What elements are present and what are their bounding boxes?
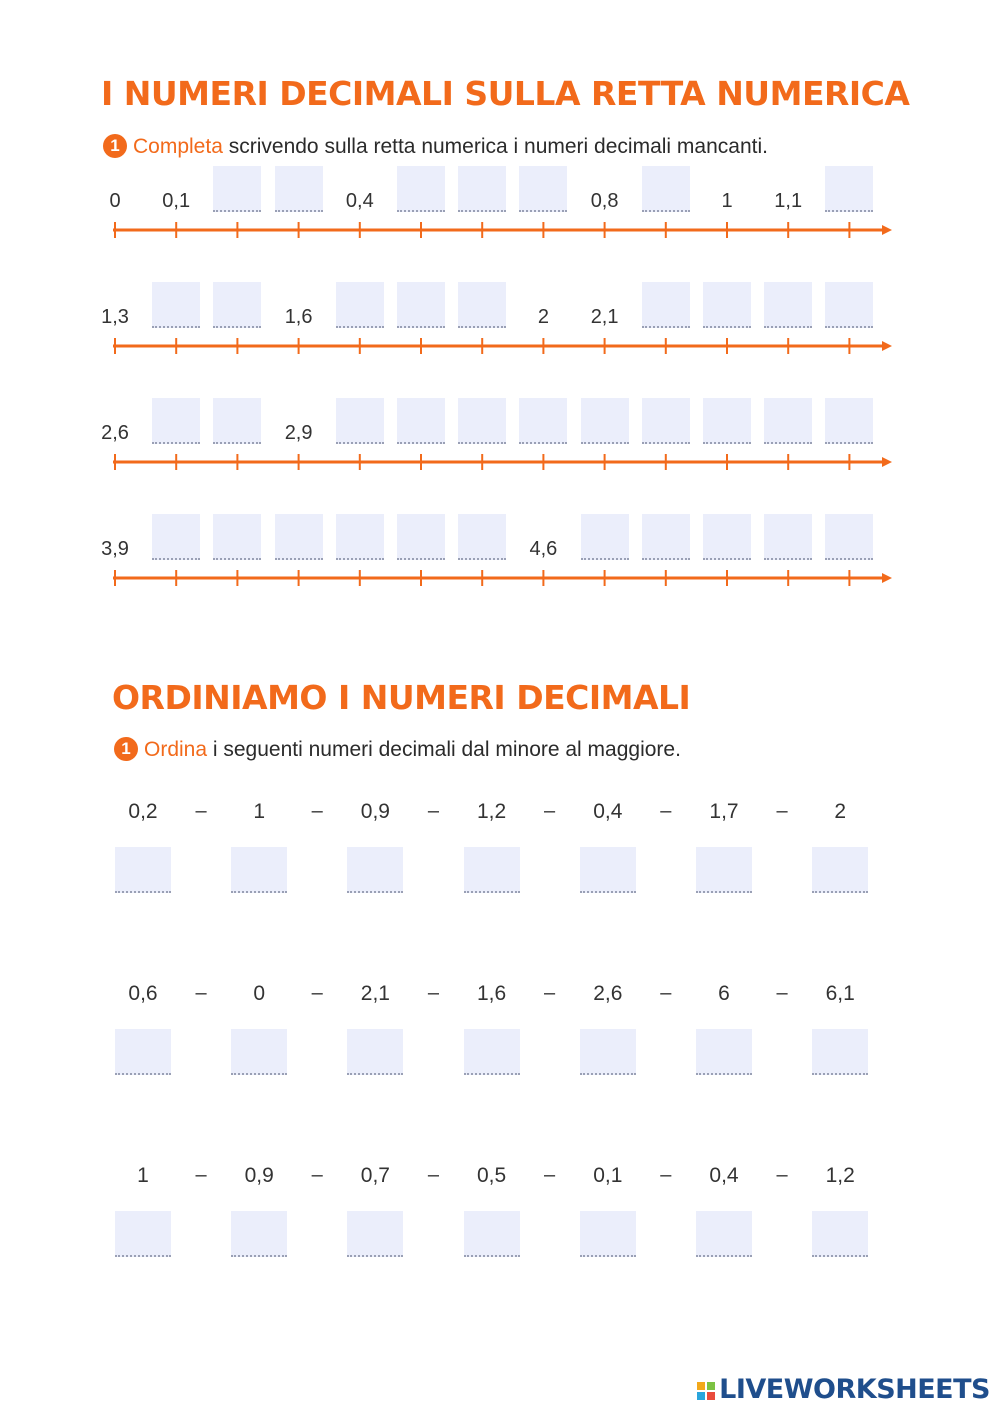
- answer-box[interactable]: [336, 514, 384, 560]
- separator-dash: –: [311, 800, 323, 822]
- number-to-order: 2,1: [360, 982, 390, 1005]
- number-to-order: 0: [253, 982, 266, 1005]
- number-to-order: 6: [718, 982, 730, 1005]
- separator-dash: –: [195, 982, 207, 1004]
- number-label: 4,6: [529, 538, 558, 560]
- number-to-order: 0,7: [360, 1164, 390, 1187]
- answer-box[interactable]: [231, 847, 287, 893]
- answer-box[interactable]: [580, 847, 636, 893]
- separator-dash: –: [660, 1164, 672, 1186]
- answer-box[interactable]: [464, 1211, 520, 1257]
- answer-box[interactable]: [580, 1211, 636, 1257]
- ordering-instruction: [114, 737, 681, 762]
- number-to-order: 1,7: [709, 800, 739, 823]
- arrow-head-icon: [882, 573, 892, 583]
- answer-box[interactable]: [213, 514, 261, 560]
- answer-box[interactable]: [115, 847, 171, 893]
- answer-box[interactable]: [812, 847, 868, 893]
- answer-box[interactable]: [152, 514, 200, 560]
- number-to-order: 0,9: [244, 1164, 274, 1187]
- answer-box[interactable]: [115, 1029, 171, 1075]
- number-to-order: 6,1: [825, 982, 855, 1005]
- number-label: 2,1: [590, 306, 619, 328]
- separator-dash: –: [544, 982, 556, 1004]
- instruction-verb: Ordina: [144, 738, 208, 761]
- answer-box[interactable]: [581, 514, 629, 560]
- answer-box[interactable]: [580, 1029, 636, 1075]
- number-label: 0: [109, 190, 121, 212]
- logo-text: LIVEWORKSHEETS: [719, 1374, 990, 1405]
- separator-dash: –: [544, 1164, 556, 1186]
- number-to-order: 0,5: [476, 1164, 507, 1187]
- number-to-order: 2: [834, 800, 847, 823]
- answer-box[interactable]: [464, 1029, 520, 1075]
- number-to-order: 0,4: [709, 1164, 739, 1187]
- answer-box[interactable]: [696, 1029, 752, 1075]
- separator-dash: –: [195, 1164, 207, 1186]
- ordering-title: ORDINIAMO I NUMERI DECIMALI: [112, 678, 691, 717]
- answer-box[interactable]: [696, 1211, 752, 1257]
- number-label: 3,9: [101, 538, 129, 560]
- number-label: 1,1: [774, 190, 803, 212]
- number-to-order: 1,2: [476, 800, 507, 823]
- number-label: 0,8: [590, 190, 619, 212]
- answer-box[interactable]: [458, 514, 506, 560]
- separator-dash: –: [660, 800, 672, 822]
- number-to-order: 0,1: [593, 1164, 623, 1187]
- number-to-order: 1,6: [476, 982, 507, 1005]
- answer-box[interactable]: [703, 514, 751, 560]
- separator-dash: –: [776, 800, 788, 822]
- answer-box[interactable]: [812, 1029, 868, 1075]
- number-label: 1,6: [284, 306, 313, 328]
- separator-dash: –: [311, 1164, 323, 1186]
- number-to-order: 0,6: [128, 982, 158, 1005]
- number-label: 2,6: [101, 422, 129, 444]
- answer-box[interactable]: [231, 1029, 287, 1075]
- instruction-verb: Completa: [133, 135, 223, 158]
- separator-dash: –: [776, 1164, 788, 1186]
- number-label: 1,3: [101, 306, 129, 328]
- number-to-order: 1: [137, 1164, 149, 1187]
- number-label: 0,1: [162, 190, 191, 212]
- answer-box[interactable]: [397, 514, 445, 560]
- separator-dash: –: [195, 800, 207, 822]
- number-label: 2,9: [284, 422, 313, 444]
- step-number-badge: 1: [103, 134, 127, 158]
- number-to-order: 0,4: [593, 800, 623, 823]
- instruction-text: i seguenti numeri decimali dal minore al maggiore.: [212, 738, 681, 761]
- separator-dash: –: [427, 800, 439, 822]
- separator-dash: –: [311, 982, 323, 1004]
- separator-dash: –: [427, 1164, 439, 1186]
- separator-dash: –: [776, 982, 788, 1004]
- answer-box[interactable]: [275, 514, 323, 560]
- step-number-badge: 1: [114, 737, 138, 761]
- answer-box[interactable]: [347, 847, 403, 893]
- answer-box[interactable]: [642, 514, 690, 560]
- answer-box[interactable]: [764, 514, 812, 560]
- number-to-order: 1,2: [825, 1164, 855, 1187]
- answer-box[interactable]: [231, 1211, 287, 1257]
- number-label: 1: [721, 190, 733, 212]
- answer-box[interactable]: [464, 847, 520, 893]
- liveworksheets-logo: [697, 1374, 990, 1405]
- answer-box[interactable]: [115, 1211, 171, 1257]
- number-to-order: 2,6: [593, 982, 623, 1005]
- answer-box[interactable]: [825, 514, 873, 560]
- separator-dash: –: [660, 982, 672, 1004]
- instruction-text: scrivendo sulla retta numerica i numeri decimali mancanti.: [228, 135, 768, 158]
- answer-box[interactable]: [812, 1211, 868, 1257]
- separator-dash: –: [544, 800, 556, 822]
- number-line-title: I NUMERI DECIMALI SULLA RETTA NUMERICA: [101, 74, 910, 113]
- number-to-order: 0,9: [360, 800, 390, 823]
- separator-dash: –: [427, 982, 439, 1004]
- number-label: 0,4: [345, 190, 374, 212]
- answer-box[interactable]: [347, 1211, 403, 1257]
- answer-box[interactable]: [696, 847, 752, 893]
- number-label: 2: [537, 306, 549, 328]
- number-to-order: 0,2: [128, 800, 158, 823]
- answer-box[interactable]: [347, 1029, 403, 1075]
- logo-icon: [697, 1382, 715, 1400]
- number-to-order: 1: [253, 800, 266, 823]
